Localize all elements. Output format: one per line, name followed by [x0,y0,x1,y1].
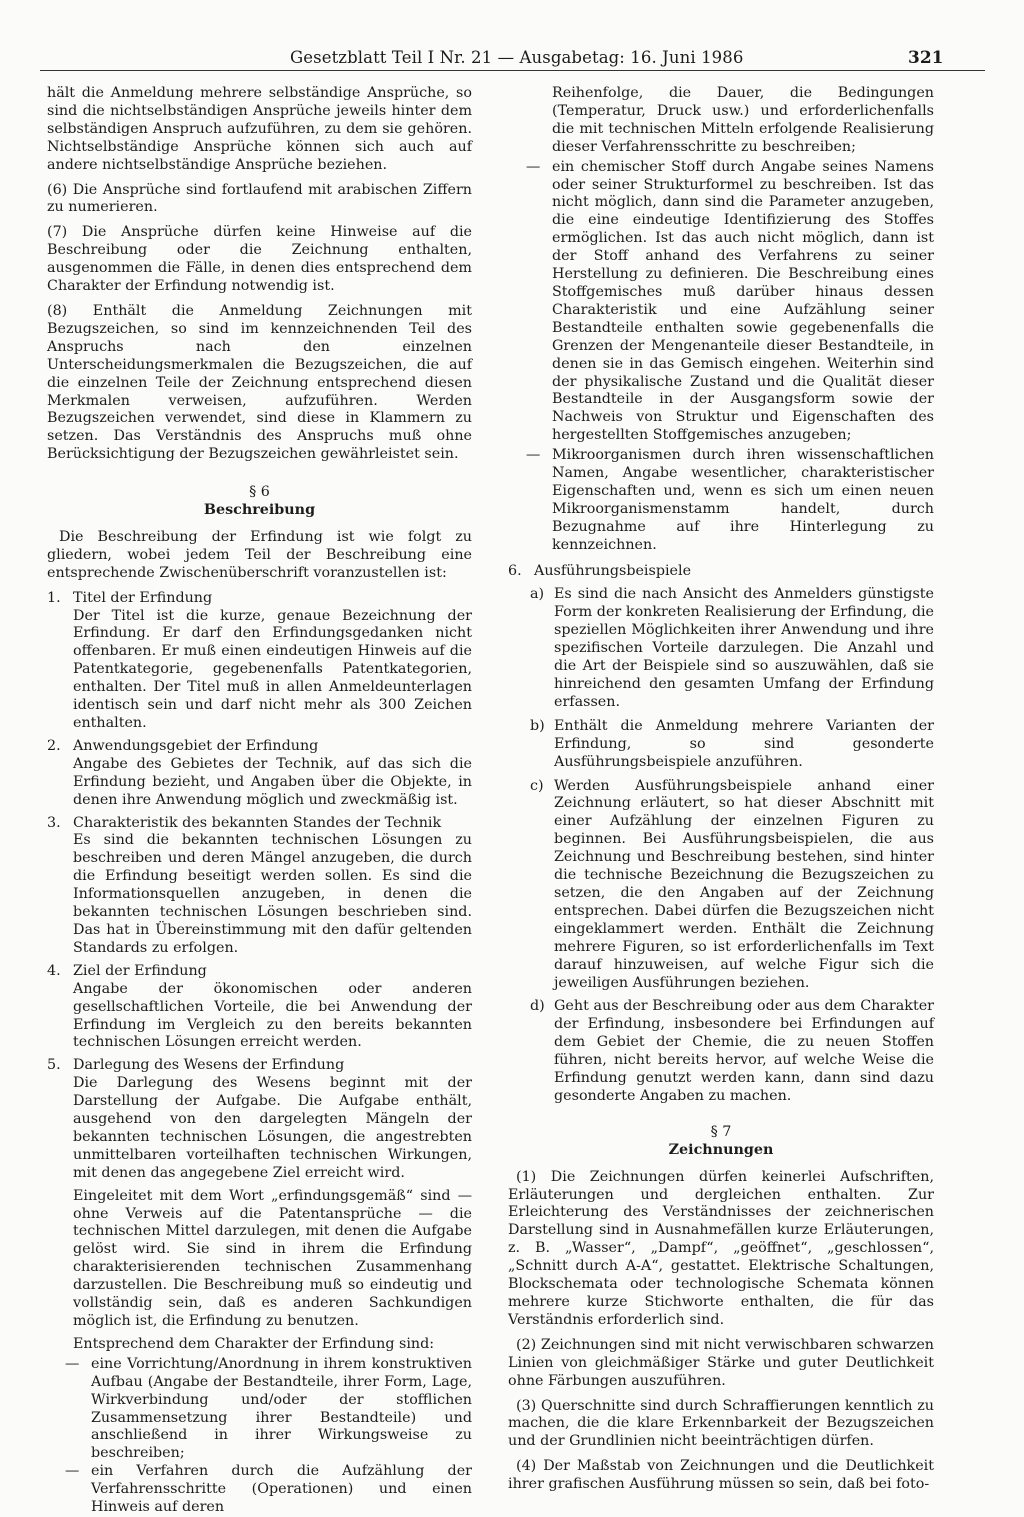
item-heading: Ziel der Erfindung [73,962,207,979]
item-number: 1. [47,589,61,606]
section-6-intro: Die Beschreibung der Erfindung ist wie folgt zu gliedern, wobei jedem Teil der Beschreibung eine entsprechende Zwischenüberschrift voranzustellen ist: [47,528,472,581]
dash-item: — ein chemischer Stoff durch Angabe seines Namens oder seiner Strukturformel zu beschreiben. Ist das nicht möglich, dann sind die Parameter anzugeben, die eine eindeutige Identifizierung des Stoffes ermöglichen. Ist das auch nicht möglich, dann ist der Stoff anhand des Verfahrens zu seiner Herstellung zu definieren. Die Beschreibung eines Stoffgemisches muß darüber hinaus dessen Charakteristik und eine Aufzählung seiner Bestandteile enthalten sowie gegebenenfalls die Grenzen der Mengenanteile dieser Bestandteile, in denen sie in das Gemisch eingehen. Weiterhin sind der physikalische Zustand und die Qualität dieser Bestandteile in der Ausgangsform sowie der Nachweis von Struktur und Eigenschaften des hergestellten Stoffgemisches anzugeben; [526,158,934,444]
item-body: Der Titel ist die kurze, genaue Bezeichnung der Erfindung. Er darf den Erfindungsgedanken nicht offenbaren. Er muß einen eindeutigen Hinweis auf die Patentkategorie, gegebenenfalls Patentkategorien, enthalten. Der Titel muß in allen Anmeldeunterlagen identisch sein und darf nicht mehr als 300 Zeichen enthalten. [73,607,472,731]
running-header: Gesetzblatt Teil I Nr. 21 — Ausgabetag: 16. Juni 1986 [290,48,744,67]
item-body: Angabe des Gebietes der Technik, auf das sich die Erfindung bezieht, und Angaben über die Objekte, in denen ihre Anwendung möglich und zweckmäßig ist. [73,755,472,808]
header-rule [40,70,985,71]
item-number: 3. [47,814,61,831]
section-7-paragraph-3: (3) Querschnitte sind durch Schraffierungen kenntlich zu machen, die die klare Erkennbarkeit der Bezugszeichen und der Grundlinien nicht beeinträchtigen dürfen. [508,1397,934,1450]
item-number: 4. [47,962,61,979]
list-item-1 [47,590,472,733]
section-7-paragraph-2: (2) Zeichnungen sind mit nicht verwischbaren schwarzen Linien von gleichmäßiger Stärke und guter Deutlichkeit ohne Färbungen auszuführen. [508,1336,934,1389]
item-number: 6. [508,562,522,579]
item-number: 2. [47,737,61,754]
list-item-6 [508,563,934,581]
item-heading: Titel der Erfindung [73,589,213,606]
item-5-paragraph-3: Entsprechend dem Charakter der Erfindung sind: [73,1335,435,1352]
list-item-5 [47,1057,472,1517]
item-body: Es sind die bekannten technischen Lösungen zu beschreiben und deren Mängel anzugeben, die durch die Erfindung beseitigt werden sollen. Es sind die Informationsquellen anzugeben, in denen die bekannten technischen Lösungen beschrieben sind. Das hat in Übereinstimmung mit den dafür geltenden Standards zu erfolgen. [73,832,472,956]
section-6-title: Beschreibung [203,502,316,519]
left-column [47,85,472,1517]
alpha-item-b: b) Enthält die Anmeldung mehrere Varianten der Erfindung, so sind gesonderte Ausführungsbeispiele anzuführen. [530,717,934,770]
list-item-4 [47,963,472,1053]
dash-item: — Mikroorganismen durch ihren wissenschaftlichen Namen, Angabe wesentlicher, charakteristischer Eigenschaften und, wenn es sich um einen neuen Mikroorganismenstamm handelt, durch Bezugnahme auf ihre Hinterlegung zu kennzeichnen. [526,447,934,553]
section-7-title: Zeichnungen [668,1141,774,1158]
paragraph-6: (6) Die Ansprüche sind fortlaufend mit arabischen Ziffern zu numerieren. [47,181,472,216]
section-7-number: § 7 [710,1123,732,1140]
dash-continuation: Reihenfolge, die Dauer, die Bedingungen (Temperatur, Druck usw.) und erforderlichenfalls die mit technischen Mitteln erfolgende Realisierung dieser Verfahrensschritte zu beschreiben; [552,85,934,155]
page-number: 321 [908,48,944,68]
item-body: Angabe der ökonomischen oder anderen gesellschaftlichen Vorteile, die bei Anwendung der Erfindung im Vergleich zu den bereits bekannten technischen Lösungen erreicht werden. [73,980,472,1051]
alpha-list [508,586,934,1105]
list-item-2 [47,738,472,810]
section-7-paragraph-4: (4) Der Maßstab von Zeichnungen und die Deutlichkeit ihrer grafischen Ausführung müssen so sein, daß bei foto- [508,1458,934,1493]
dash-item: — ein Verfahren durch die Aufzählung der Verfahrensschritte (Operationen) und einen Hinweis auf deren [65,1463,472,1516]
right-column [508,85,934,1501]
alpha-item-c: c) Werden Ausführungsbeispiele anhand einer Zeichnung erläutert, so hat dieser Abschnitt mit einer Aufzählung der einzelnen Figuren zu beginnen. Bei Ausführungsbeispielen, die aus Zeichnung und Beschreibung bestehen, sind hinter die technische Bezeichnung die Bezugszeichen zu setzen, die den Angaben auf der Zeichnung entsprechen. Dabei dürfen die Bezugszeichen nicht eingeklammert werden. Enthält die Zeichnung mehrere Figuren, so ist erforderlichenfalls im Text darauf hinzuweisen, auf welche Figur sich die jeweiligen Ausführungen beziehen. [530,777,934,991]
dash-item: — eine Vorrichtung/Anordnung in ihrem konstruktiven Aufbau (Angabe der Bestandteile, ihrer Form, Lage, Wirkverbindung und/oder der stofflichen Zusammensetzung ihrer Bestandteile) und anschließend in ihrer Wirkungsweise zu beschreiben; [65,1355,472,1462]
item-number: 5. [47,1057,61,1074]
item-heading: Charakteristik des bekannten Standes der Technik [73,814,442,831]
alpha-item-a: a) Es sind die nach Ansicht des Anmelders günstigste Form der konkreten Realisierung der Erfindung, die speziellen Möglichkeiten ihrer Anwendung und ihre spezifischen Vorteile darzulegen. Die Anzahl und die Art der Beispiele sind so auszuwählen, daß sie hinreichend den gesamten Umfang der Erfindung erfassen. [530,586,934,710]
section-7-paragraph-1: (1) Die Zeichnungen dürfen keinerlei Aufschriften, Erläuterungen und dergleichen enthalten. Zur Erleichterung des Verständnisses der zeichnerischen Darstellung sind in Ausnahmefällen kurze Erläuterungen, z. B. „Wasser“, „Dampf“, „geöffnet“, „geschlossen“, „Schnitt durch A-A“, gestattet. Elektrische Schaltungen, Blockschemata oder technologische Schemata können mehrere kurze Stichworte enthalten, die für das Verständnis erforderlich sind. [508,1168,934,1328]
section-6-number: § 6 [249,484,270,501]
alpha-item-d: d) Geht aus der Beschreibung oder aus dem Charakter der Erfindung, insbesondere bei Erfindungen auf dem Gebiet der Chemie, die zu neuen Stoffen führen, nicht bereits hervor, auf welche Weise die Erfindung genutzt werden kann, dann sind dazu gesonderte Angaben zu machen. [530,998,934,1104]
list-item-3 [47,815,472,958]
paragraph-7: (7) Die Ansprüche dürfen keine Hinweise auf die Beschreibung oder die Zeichnung enthalten, ausgenommen die Fälle, in denen dies entsprechend dem Charakter der Erfindung notwendig ist. [47,224,472,295]
paragraph-8: (8) Enthält die Anmeldung Zeichnungen mit Bezugszeichen, so sind im kennzeichnenden Teil des Anspruchs nach den einzelnen Unterscheidungsmerkmalen die Bezugszeichen, die auf die einzelnen Teile der Zeichnung entsprechend diesen Merkmalen verweisen, aufzuführen. Werden Bezugszeichen verwendet, sind diese in Klammern zu setzen. Das Verständnis des Anspruchs muß ohne Berücksichtigung der Bezugszeichen gewährleistet sein. [47,302,472,463]
intro-paragraph: hält die Anmeldung mehrere selbständige Ansprüche, so sind die nichtselbständigen Ansprüche jeweils hinter dem selbständigen Anspruch aufzuführen, zu dem sie gehören. Nichtselbständige Ansprüche können sich auch auf andere nichtselbständige Ansprüche beziehen. [47,85,472,173]
item-heading: Darlegung des Wesens der Erfindung [73,1057,345,1074]
item-5-paragraph-2: Eingeleitet mit dem Wort „erfindungsgemäß“ sind — ohne Verweis auf die Patentansprüche — die technischen Mittel darzulegen, mit denen die Aufgabe gelöst wird. Sie sind in ihrem die Erfindung charakterisierenden technischen Zusammenhang darzustellen. Die Beschreibung muß so eindeutig und vollständig sein, daß es anderen Sachkundigen möglich ist, die Erfindung zu benutzen. [73,1187,472,1329]
item-heading: Ausführungsbeispiele [534,562,692,579]
item-heading: Anwendungsgebiet der Erfindung [73,737,319,754]
item-body: Die Darlegung des Wesens beginnt mit der Darstellung der Aufgabe. Die Aufgabe enthält, ausgehend von den dargelegten Mängeln der bekannten technischen Lösungen, die angestrebten unmittelbaren vorteilhaften technischen Wirkungen, mit denen das angegebene Ziel erreicht wird. [73,1075,472,1181]
